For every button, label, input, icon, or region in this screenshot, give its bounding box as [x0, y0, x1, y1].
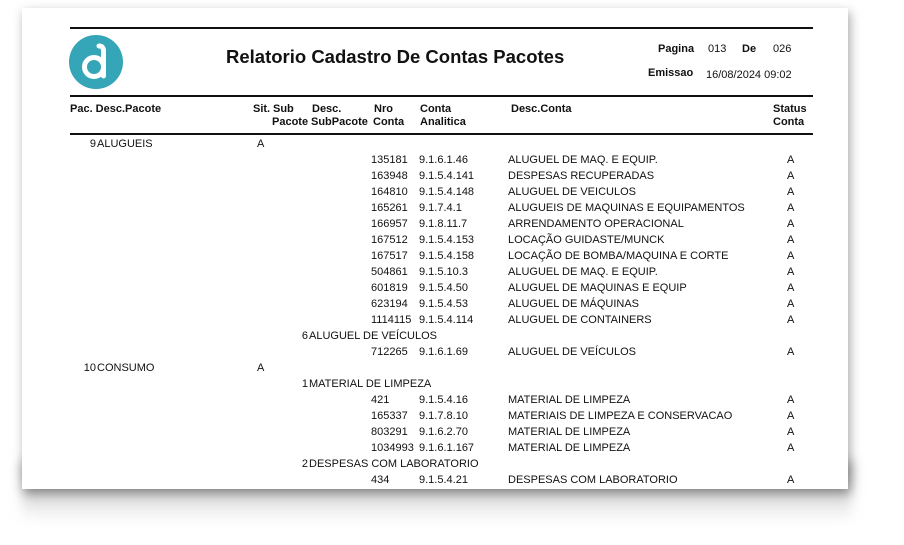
conta-desc: ALUGUEL DE MÁQUINAS [508, 298, 640, 310]
conta-row [22, 170, 848, 184]
conta-analitica: 9.1.5.4.50 [419, 282, 468, 294]
header-rule [70, 95, 813, 97]
company-logo-icon [69, 35, 123, 89]
pacote-row [22, 138, 848, 152]
conta-row [22, 426, 848, 440]
conta-desc: ALUGUEL DE VEÍCULOS [508, 346, 636, 358]
conta-analitica: 9.1.7.8.10 [419, 410, 468, 422]
conta-desc: ALUGUEL DE VEICULOS [508, 186, 636, 198]
conta-nro: 165261 [371, 202, 408, 214]
conta-nro: 167512 [371, 234, 408, 246]
conta-desc: LOCAÇÃO GUIDASTE/MUNCK [508, 234, 665, 246]
col-sub-line2: Pacote [272, 116, 309, 128]
conta-desc: ALUGUEL DE MAQ. E EQUIP. [508, 154, 658, 166]
page-number: 013 [708, 43, 727, 55]
conta-desc: MATERIAL DE LIMPEZA [508, 442, 631, 454]
page-total: 026 [773, 43, 792, 55]
conta-analitica: 9.1.5.4.148 [419, 186, 475, 198]
conta-desc: ALUGUEIS DE MAQUINAS E EQUIPAMENTOS [508, 202, 745, 214]
conta-analitica: 9.1.5.4.21 [419, 474, 468, 486]
subpacote-name: MATERIAL DE LIMPEZA [309, 378, 432, 390]
pacote-sit: A [257, 138, 265, 150]
columns-rule [70, 133, 813, 135]
col-status-line2: Conta [773, 116, 805, 128]
conta-desc: DESPESAS COM LABORATORIO [508, 474, 678, 486]
conta-status: A [787, 186, 795, 198]
conta-status: A [787, 298, 795, 310]
conta-row [22, 394, 848, 408]
conta-status: A [787, 474, 795, 486]
conta-nro: 164810 [371, 186, 408, 198]
conta-status: A [787, 154, 795, 166]
conta-status: A [787, 282, 795, 294]
conta-desc: MATERIAL DE LIMPEZA [508, 394, 631, 406]
conta-row [22, 282, 848, 296]
subpacote-row [22, 378, 848, 392]
conta-nro: 803291 [371, 426, 408, 438]
conta-row [22, 410, 848, 424]
col-descsub-line1: Desc. [312, 103, 342, 115]
subpacote-name: DESPESAS COM LABORATORIO [309, 458, 479, 470]
conta-row [22, 186, 848, 200]
conta-analitica: 9.1.5.4.53 [419, 298, 468, 310]
conta-row [22, 266, 848, 280]
conta-analitica: 9.1.7.4.1 [419, 202, 462, 214]
conta-desc: LOCAÇÃO DE BOMBA/MAQUINA E CORTE [508, 250, 729, 262]
conta-status: A [787, 202, 795, 214]
conta-status: A [787, 266, 795, 278]
subpacote-row [22, 330, 848, 344]
conta-status: A [787, 410, 795, 422]
subpacote-number: 1 [301, 378, 308, 390]
subpacote-number: 2 [301, 458, 308, 470]
conta-row [22, 250, 848, 264]
subpacote-row [22, 458, 848, 472]
issued-label: Emissao [648, 67, 694, 79]
conta-row [22, 202, 848, 216]
col-status-line1: Status [773, 103, 807, 115]
conta-row [22, 218, 848, 232]
pacote-name: ALUGUEIS [97, 138, 153, 150]
conta-row [22, 442, 848, 456]
report-page [22, 8, 848, 489]
conta-nro: 504861 [371, 266, 408, 278]
conta-desc: ARRENDAMENTO OPERACIONAL [508, 218, 684, 230]
pacote-number: 10 [83, 362, 96, 374]
conta-analitica: 9.1.5.10.3 [419, 266, 468, 278]
subpacote-name: ALUGUEL DE VEÍCULOS [309, 330, 437, 342]
conta-analitica: 9.1.6.1.46 [419, 154, 468, 166]
conta-nro: 166957 [371, 218, 408, 230]
pacote-number: 9 [89, 138, 96, 150]
conta-nro: 712265 [371, 346, 408, 358]
conta-status: A [787, 442, 795, 454]
conta-status: A [787, 346, 795, 358]
conta-analitica: 9.1.8.11.7 [419, 218, 468, 230]
col-nro-line2: Conta [373, 116, 405, 128]
of-label: De [742, 43, 757, 55]
col-nro-line1: Nro [374, 103, 393, 115]
conta-row [22, 314, 848, 328]
conta-analitica: 9.1.6.2.70 [419, 426, 468, 438]
conta-status: A [787, 170, 795, 182]
col-sit: Sit. [253, 103, 271, 115]
conta-analitica: 9.1.5.4.114 [419, 314, 474, 326]
conta-nro: 1114115 [371, 314, 412, 326]
col-pac-desc: Pac. Desc.Pacote [70, 103, 162, 115]
conta-desc: ALUGUEL DE CONTAINERS [508, 314, 652, 326]
col-sub-line1: Sub [273, 103, 294, 115]
conta-row [22, 474, 848, 488]
issued-datetime: 16/08/2024 09:02 [706, 69, 792, 81]
conta-row [22, 298, 848, 312]
conta-nro: 421 [371, 394, 390, 406]
conta-nro: 601819 [371, 282, 408, 294]
conta-analitica: 9.1.5.4.153 [419, 234, 475, 246]
conta-desc: MATERIAIS DE LIMPEZA E CONSERVACAO [508, 410, 733, 422]
conta-desc: ALUGUEL DE MAQ. E EQUIP. [508, 266, 658, 278]
conta-nro: 167517 [371, 250, 408, 262]
conta-status: A [787, 234, 795, 246]
conta-row [22, 154, 848, 168]
conta-nro: 623194 [371, 298, 408, 310]
conta-status: A [787, 314, 795, 326]
col-desc-conta: Desc.Conta [511, 103, 572, 115]
conta-nro: 165337 [371, 410, 408, 422]
conta-analitica: 9.1.5.4.158 [419, 250, 475, 262]
conta-nro: 1034993 [371, 442, 414, 454]
col-analitica-line1: Conta [420, 103, 452, 115]
conta-status: A [787, 218, 795, 230]
top-rule [70, 27, 813, 29]
pacote-row [22, 362, 848, 376]
page-label: Pagina [658, 43, 695, 55]
report-title: Relatorio Cadastro De Contas Pacotes [226, 46, 565, 67]
subpacote-number: 6 [301, 330, 308, 342]
col-descsub-line2: SubPacote [311, 116, 368, 128]
pacote-name: CONSUMO [97, 362, 155, 374]
conta-nro: 135181 [371, 154, 408, 166]
conta-desc: MATERIAL DE LIMPEZA [508, 426, 631, 438]
conta-analitica: 9.1.5.4.141 [419, 170, 475, 182]
conta-analitica: 9.1.5.4.16 [419, 394, 468, 406]
conta-nro: 163948 [371, 170, 408, 182]
col-analitica-line2: Analitica [420, 116, 466, 128]
conta-status: A [787, 250, 795, 262]
conta-status: A [787, 394, 795, 406]
conta-analitica: 9.1.6.1.167 [419, 442, 475, 454]
conta-analitica: 9.1.6.1.69 [419, 346, 468, 358]
conta-status: A [787, 426, 795, 438]
conta-nro: 434 [371, 474, 390, 486]
conta-desc: DESPESAS RECUPERADAS [508, 170, 655, 182]
conta-row [22, 346, 848, 360]
conta-row [22, 234, 848, 248]
conta-desc: ALUGUEL DE MAQUINAS E EQUIP [508, 282, 687, 294]
pacote-sit: A [257, 362, 265, 374]
